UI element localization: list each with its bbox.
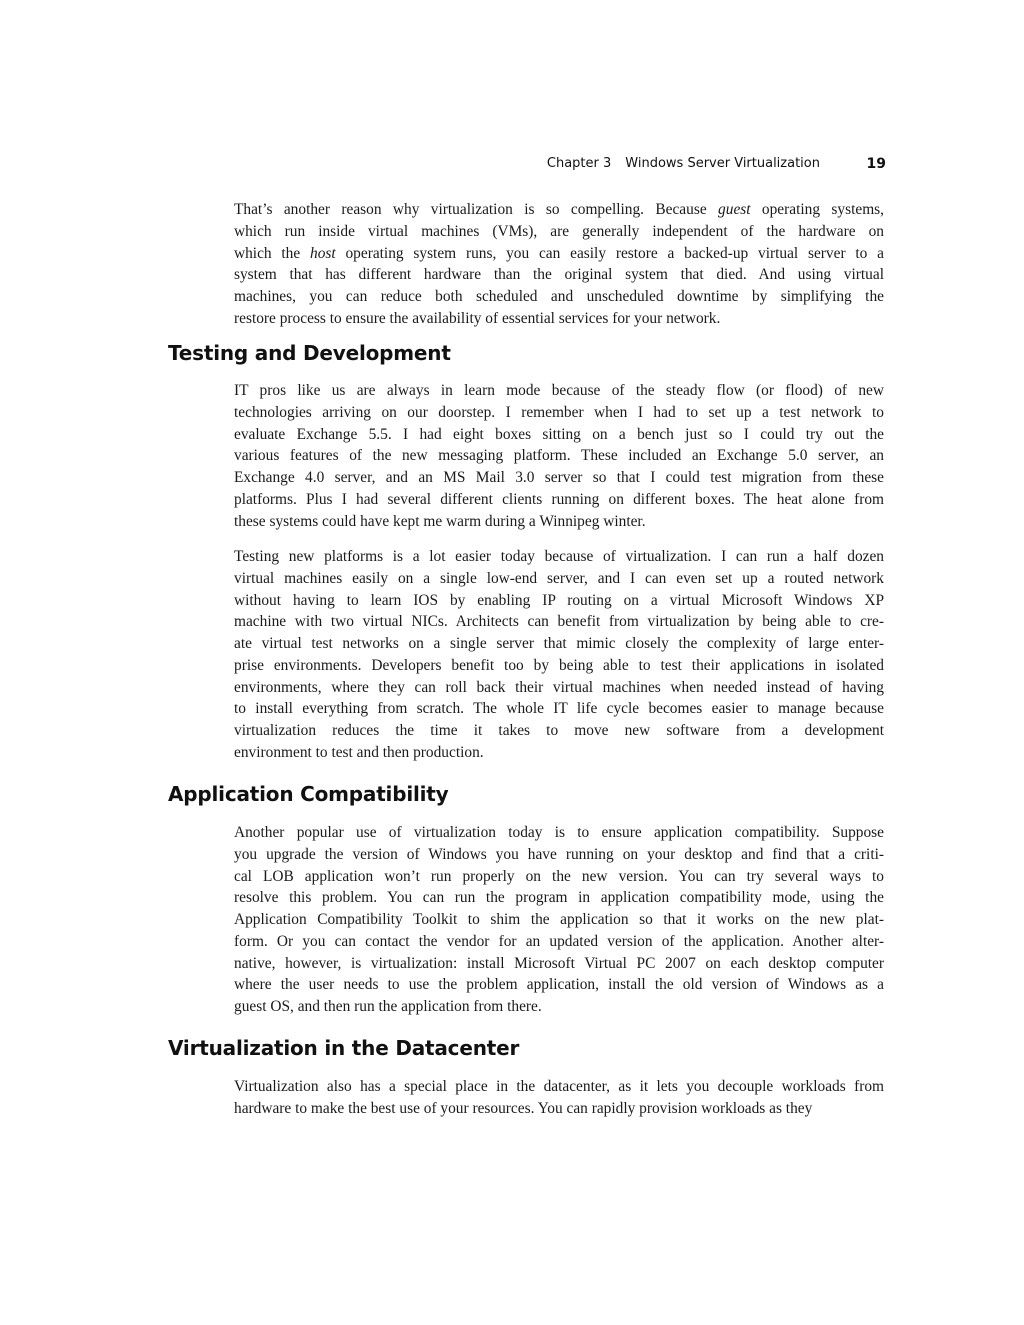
section-heading: Testing and Development — [168, 341, 451, 365]
text-line: form. Or you can contact the vendor for an updated version of the application. Another alter- — [234, 932, 884, 950]
text-line: cal LOB application won’t run properly on the new version. You can try several ways to — [234, 867, 884, 885]
text-line: machine with two virtual NICs. Architects can benefit from virtualization by being able to cre- — [234, 613, 884, 631]
text-line: guest OS, and then run the application from there. — [234, 998, 542, 1015]
text-line: virtualization reduces the time it takes to move new software from a development — [234, 722, 884, 739]
text-line: Application Compatibility Toolkit to shim the application so that it works on the new plat- — [234, 911, 884, 928]
text-line: you upgrade the version of Windows you have running on your desktop and find that a criti- — [234, 845, 884, 863]
text-line: technologies arriving on our doorstep. I remember when I had to set up a test network to — [234, 403, 884, 421]
text-line — [234, 243, 884, 265]
paragraph — [234, 822, 884, 1018]
chapter-title: Windows Server Virtualization — [625, 156, 820, 171]
text-line: these systems could have kept me warm during a Winnipeg winter. — [234, 512, 646, 530]
text-line: restore process to ensure the availability of essential services for your network. — [234, 309, 721, 327]
section-heading: Virtualization in the Datacenter — [168, 1036, 520, 1060]
text-line: hardware to make the best use of your resources. You can rapidly provision workloads as they — [234, 1099, 813, 1117]
paragraph — [234, 380, 884, 532]
chapter-label — [547, 156, 820, 171]
paragraph — [234, 1076, 884, 1120]
text-line: environments, where they can roll back their virtual machines when needed instead of having — [234, 678, 884, 696]
text-line: Virtualization also has a special place in the datacenter, as it lets you decouple workloads from — [234, 1078, 884, 1095]
text-line: native, however, is virtualization: install Microsoft Virtual PC 2007 on each desktop computer — [234, 954, 884, 972]
text-line: various features of the new messaging platform. These included an Exchange 5.0 server, an — [234, 447, 884, 465]
text-line: machines, you can reduce both scheduled and unscheduled downtime by simplifying the — [234, 288, 884, 305]
running-header — [520, 156, 886, 176]
section-heading: Application Compatibility — [168, 782, 449, 806]
text-line: system that has different hardware than the original system that died. And using virtual — [234, 266, 884, 284]
text-line: virtual machines easily on a single low-end server, and I can even set up a routed network — [234, 569, 884, 587]
text-line: ate virtual test networks on a single server that mimic closely the complexity of large enter- — [234, 635, 884, 652]
text-segment: which the — [234, 244, 311, 262]
italic-term: host — [310, 244, 336, 262]
text-line — [234, 199, 884, 221]
text-line: platforms. Plus I had several different clients running on different boxes. The heat alone from — [234, 490, 884, 508]
text-line: without having to learn IOS by enabling IP routing on a virtual Microsoft Windows XP — [234, 591, 884, 609]
paragraph — [234, 546, 884, 764]
text-line: Another popular use of virtualization today is to ensure application compatibility. Suppose — [234, 824, 884, 841]
chapter-number: Chapter 3 — [546, 156, 612, 171]
text-segment: That’s another reason why virtualization is so compelling. Because — [234, 201, 719, 218]
text-line: where the user needs to use the problem application, install the old version of Windows as a — [234, 976, 884, 994]
page-number: 19 — [866, 156, 886, 172]
text-line: environment to test and then production. — [234, 743, 484, 761]
text-line: which run inside virtual machines (VMs), are generally independent of the hardware on — [234, 222, 884, 240]
text-line: resolve this problem. You can run the program in application compatibility mode, using the — [234, 889, 884, 907]
text-line: IT pros like us are always in learn mode because of the steady flow (or flood) of new — [234, 382, 884, 399]
text-line: to install everything from scratch. The whole IT life cycle becomes easier to manage because — [234, 700, 884, 718]
italic-term: guest — [718, 201, 751, 218]
paragraph — [234, 199, 884, 330]
text-segment: operating systems, — [750, 201, 885, 218]
text-segment: operating system runs, you can easily restore a backed-up virtual server to a — [335, 244, 884, 262]
text-line: Exchange 4.0 server, and an MS Mail 3.0 server so that I could test migration from these — [234, 469, 884, 486]
text-line: Testing new platforms is a lot easier today because of virtualization. I can run a half dozen — [234, 548, 884, 565]
text-line: evaluate Exchange 5.5. I had eight boxes sitting on a bench just so I could try out the — [234, 425, 884, 443]
text-line: prise environments. Developers benefit too by being able to test their applications in isolated — [234, 656, 884, 674]
